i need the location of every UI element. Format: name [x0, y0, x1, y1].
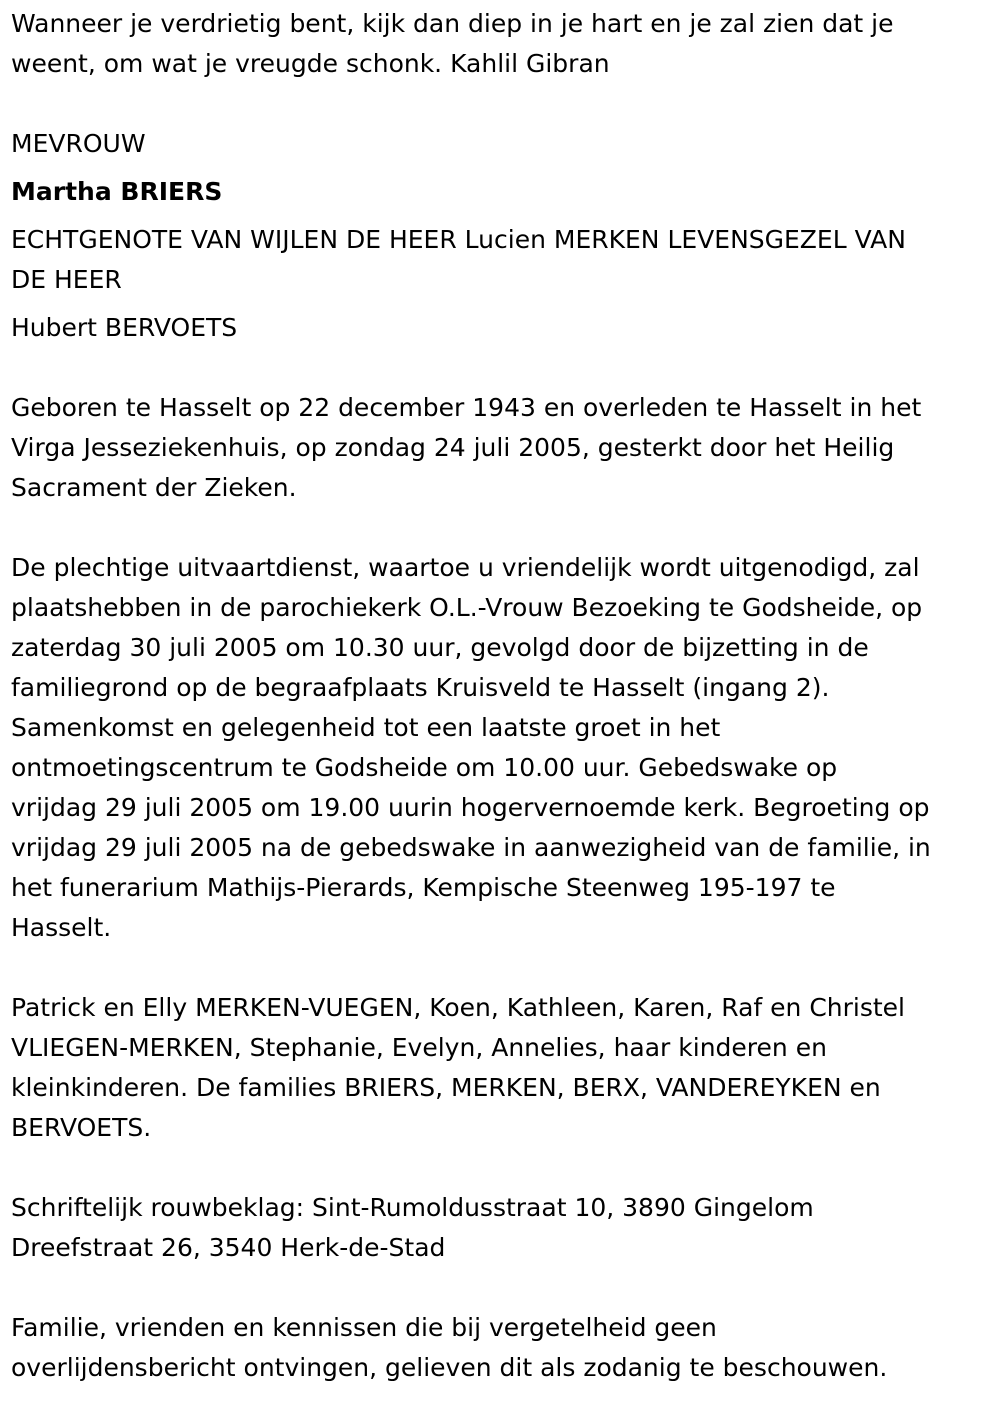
salutation: MEVROUW — [11, 129, 146, 158]
spacer — [11, 1148, 991, 1188]
spacer — [11, 948, 991, 988]
spacer — [11, 212, 991, 220]
spacer — [11, 84, 991, 124]
partner-name: Hubert BERVOETS — [11, 313, 238, 342]
relationship-text: ECHTGENOTE VAN WIJLEN DE HEER Lucien MERKEN LEVENSGEZEL VAN DE HEER — [11, 225, 906, 294]
deceased-name: Martha BRIERS — [11, 177, 223, 206]
condolence-address: Schriftelijk rouwbeklag: Sint-Rumoldusstraat 10, 3890 Gingelom Dreefstraat 26, 3540 Herk-de-Stad — [11, 1193, 814, 1262]
spacer — [11, 164, 991, 172]
family-paragraph: Patrick en Elly MERKEN-VUEGEN, Koen, Kathleen, Karen, Raf en Christel VLIEGEN-MERKEN, Stephanie, Evelyn, Annelies, haar kinderen en kleinkinderen. De families BRIERS, MERKEN, BERX, VANDEREYKEN en BERVOETS. — [11, 993, 906, 1142]
ceremony-paragraph: De plechtige uitvaartdienst, waartoe u vriendelijk wordt uitgenodigd, zal plaatshebben in de parochiekerk O.L.-Vrouw Bezoeking te Godsheide, op zaterdag 30 juli 2005 om 10.30 uur, gevolgd door de bijzetting in de familiegrond op de begraafplaats Kruisveld te Hasselt (ingang 2). Samenkomst en gelegenheid tot een laatste groet in het ontmoetingscentrum te Godsheide om 10.00 uur. Gebedswake op vrijdag 29 juli 2005 om 19.00 uurin hogervernoemde kerk. Begroeting op vrijdag 29 juli 2005 na de gebedswake in aanwezigheid van de familie, in het funerarium Mathijs-Pierards, Kempische Steenweg 195-197 te Hasselt. — [11, 553, 931, 942]
quote-text: Wanneer je verdrietig bent, kijk dan diep in je hart en je zal zien dat je weent, om wat je vreugde schonk. Kahlil Gibran — [11, 9, 894, 78]
spacer — [11, 300, 991, 308]
obituary-document — [11, 4, 991, 1388]
spacer — [11, 1268, 991, 1308]
birth-death-paragraph: Geboren te Hasselt op 22 december 1943 en overleden te Hasselt in het Virga Jesseziekenhuis, op zondag 24 juli 2005, gesterkt door het Heilig Sacrament der Zieken. — [11, 393, 922, 502]
spacer — [11, 508, 991, 548]
spacer — [11, 348, 991, 388]
closing-note: Familie, vrienden en kennissen die bij vergetelheid geen overlijdensbericht ontvingen, gelieven dit als zodanig te beschouwen. — [11, 1313, 888, 1382]
